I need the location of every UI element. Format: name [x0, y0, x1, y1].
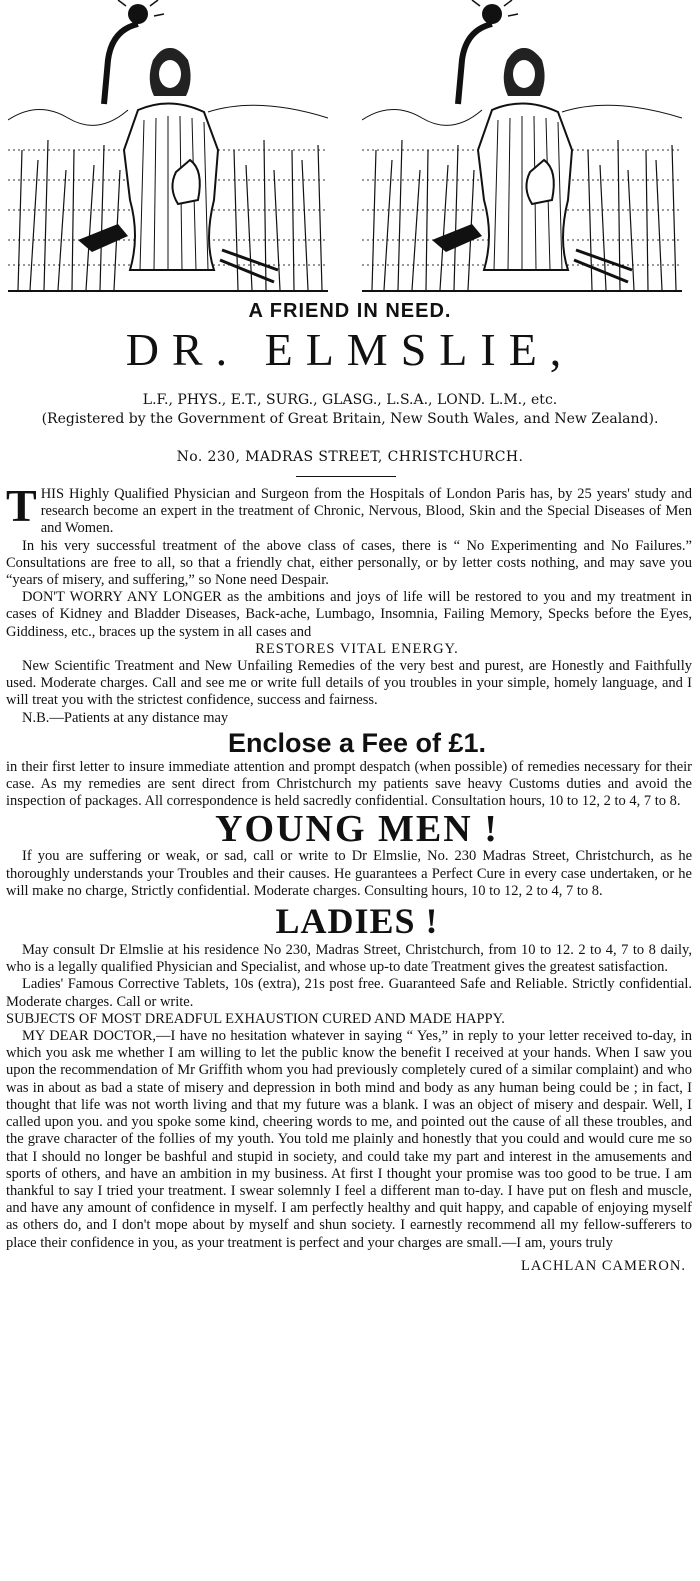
testimonial-paragraph: MY DEAR DOCTOR,—I have no hesitation whatever in saying “ Yes,” in reply to your letter received to-day, in which you ask me whether I am willing to let the public know the benefit I received at your hands. When I saw you upon the recommendation of Mr Griffith whom you had previously completely cured of a similar complaint) and who was in about as bad a state of misery and depression in both mind and body as any human being could be ; in fact, I thought that life was not worth living and that my future was a blank. I was an object of misery and despair. Well, I called upon you. and you spoke some kind, cheering words to me, and pointed out the cause of all these troubles, and the grave character of the follies of my youth. You told me plainly and honestly that you could and would cure me so that I should no longer be bashful and stupid in society, and could take my part and interest in the amusements and sports of others, and have an ambition in my business. At first I thought your promise was too good to be true. I am thankful to say I tried your treatment. I swear solemnly I feel a different man to-day. I have put on flesh and muscle, and have any amount of confidence in myself. I am perfectly healthy and quit happy, and capable of enjoying myself as others do, and I don't mope about by myself and shun society. I earnestly recommend all my fellow-sufferers to place their confidence in you, as your treatment is perfect and your charges are small.—I am, yours truly: [6, 1028, 692, 1251]
ladies-heading: LADIES !: [275, 901, 439, 942]
headline-friend-in-need: A FRIEND IN NEED.: [248, 300, 452, 322]
enclose-fee-heading: Enclose a Fee of £1.: [227, 727, 487, 758]
young-men-paragraph: If you are suffering or weak, or sad, call or write to Dr Elmslie, No. 230 Madras Street, Christchurch, as he thoroughly understands your Troubles and their causes. He guarantees a Perfect Cure in every case undertaken, or he will make no charge, Strictly confidential. Moderate charges. Consulting hours, 10 to 12, 2 to 4, 7 to 8.: [6, 848, 692, 899]
intro-paragraph: [6, 480, 692, 538]
address-line: No. 230, MADRAS STREET, CHRISTCHURCH.: [176, 449, 524, 465]
ladies-paragraph: May consult Dr Elmslie at his residence No 230, Madras Street, Christchurch, from 10 to 12. 2 to 4, 7 to 8 daily, who is a legally qualified Physician and Specialist, and whose up-to date Treatment gives the greatest satisfaction.: [6, 942, 692, 976]
signature: LACHLAN CAMERON.: [520, 1257, 686, 1274]
treatment-paragraph: In his very successful treatment of the above class of cases, there is “ No Experimenting and No Failures.” Consultations are free to all, so that a friendly chat, either personally, or by letter costs nothing, and may save you “years of misery, and suffering,” so None need Despair.: [6, 537, 692, 589]
intro-text: HIS Highly Qualified Physician and Surgeon from the Hospitals of London Paris has, by 25 years' study and research become an expert in the treatment of Chronic, Nervous, Blood, Skin and the Special Diseases of Men and Women.: [40, 486, 692, 537]
worry-paragraph: DON'T WORRY ANY LONGER as the ambitions and joys of life will be restored to you and my treatment in cases of Kidney and Bladder Diseases, Back-ache, Lumbago, Insomnia, Failing Memory, Specks before the Eyes, Giddiness, etc., braces up the system in all cases and: [6, 589, 692, 640]
woman-holding-lamp-engraving-left: [8, 0, 328, 292]
registration-note: (Registered by the Government of Great Britain, New South Wales, and New Zealand).: [41, 411, 659, 427]
advertisement-body: [6, 480, 692, 1275]
fee-paragraph: in their first letter to insure immediate attention and prompt despatch (when possible) of remedies necessary for their case. As my remedies are sent direct from Christchurch my patients save heavy Customs duties and avoid the inspection of packages. All correspondence is held sacredly confidential. Consultation hours, 10 to 12, 2 to 4, 7 to 8.: [6, 758, 692, 810]
woman-holding-lamp-engraving-right: [362, 0, 682, 292]
engraving-drawing-right: [362, 0, 682, 290]
engraving-drawing-left: [8, 0, 328, 290]
tablets-paragraph: Ladies' Famous Corrective Tablets, 10s (extra), 21s post free. Guaranteed Safe and Reliable. Strictly confidential. Moderate charges. Call or write.: [6, 976, 692, 1010]
subjects-heading: SUBJECTS OF MOST DREADFUL EXHAUSTION CURED AND MADE HAPPY.: [6, 1010, 505, 1027]
illustration-row: [8, 0, 692, 294]
restores-vital-energy-heading: RESTORES VITAL ENERGY.: [255, 640, 459, 657]
divider-rule: [296, 476, 396, 477]
scientific-treatment-paragraph: New Scientific Treatment and New Unfailing Remedies of the very best and purest, are Honestly and Faithfully used. Moderate charges. Call and see me or write full details of you troubles in your simple, homely language, and I will treat you with the strictest confidence, success and fairness.: [6, 658, 692, 709]
qualifications-line: L.F., PHYS., E.T., SURG., GLASG., L.S.A., LOND. L.M., etc.: [142, 392, 558, 408]
doctor-name-heading: DR. ELMSLIE,: [125, 324, 575, 375]
nb-line: N.B.—Patients at any distance may: [22, 709, 229, 726]
young-men-heading: YOUNG MEN !: [215, 808, 499, 851]
drop-cap: T: [6, 480, 37, 531]
